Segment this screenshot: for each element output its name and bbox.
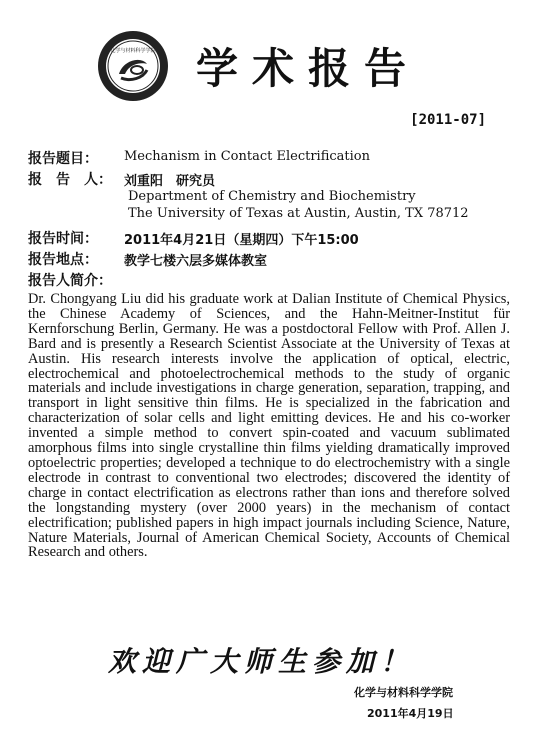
topic-value: Mechanism in Contact Electrification bbox=[124, 149, 370, 164]
speaker-label: 报 告 人： bbox=[28, 172, 112, 188]
topic-label: 报告题目： bbox=[28, 151, 98, 167]
affiliation-line-2: The University of Texas at Austin, Austin, TX 78712 bbox=[128, 206, 469, 221]
speaker-value: 刘重阳 研究员 bbox=[124, 174, 216, 189]
university-seal-logo bbox=[97, 30, 169, 102]
time-label: 报告时间： bbox=[28, 231, 98, 247]
notice-date: 2011年4月19日 bbox=[367, 707, 454, 720]
page-title: 学术报告 bbox=[196, 44, 421, 93]
time-value: 2011年4月21日（星期四）下午15:00 bbox=[124, 233, 359, 248]
place-value: 教学七楼六层多媒体教室 bbox=[124, 254, 268, 269]
speaker-biography: Dr. Chongyang Liu did his graduate work at Dalian Institute of Chemical Physics, the Chinese Academy of Sciences, and the Hahn-Meitner-Institut für Kernforschung Berlin, Germany. He was a postdoctoral Fellow with Prof. Allen J. Bard and is presently a Research Scientist Associate at the University of Texas at Austin. His research interests involve the application of optical, electric, electrochemical and photoelectrochemical methods to the study of organic materials and include investigations in charge generation, separation, trapping, and transport in light sensitive thin films. He is specialized in the fabrication and characterization of solar cells and light emitting devices. He and his co-worker invented a simple method to convert spin-coated and vacuum sublimated amorphous films into single crystalline thin films yielding dramatically improved optoelectric properties; developed a technique to do electrochemistry with a single electrode in contrast to conventional two electrodes; discovered the identity of charge in contact electrification as electrons rather than ions and therefore solved the longstanding mystery (over 2000 years) in the mechanism of contact electrification; published papers in high impact journals including Science, Nature, Nature Materials, Journal of American Chemical Society, Accounts of Chemical Research and others. bbox=[28, 291, 510, 561]
organizer-name: 化学与材料科学学院 bbox=[354, 686, 453, 699]
university-seal-icon bbox=[97, 30, 169, 102]
svg-text:化学与材料科学学院: 化学与材料科学学院 bbox=[110, 48, 156, 54]
affiliation-line-1: Department of Chemistry and Biochemistry bbox=[128, 189, 416, 204]
place-label: 报告地点： bbox=[28, 252, 98, 268]
report-code: [2011-07] bbox=[410, 112, 486, 128]
welcome-message: 欢迎广大师生参加！ bbox=[108, 645, 415, 678]
bio-label: 报告人简介： bbox=[28, 273, 112, 289]
